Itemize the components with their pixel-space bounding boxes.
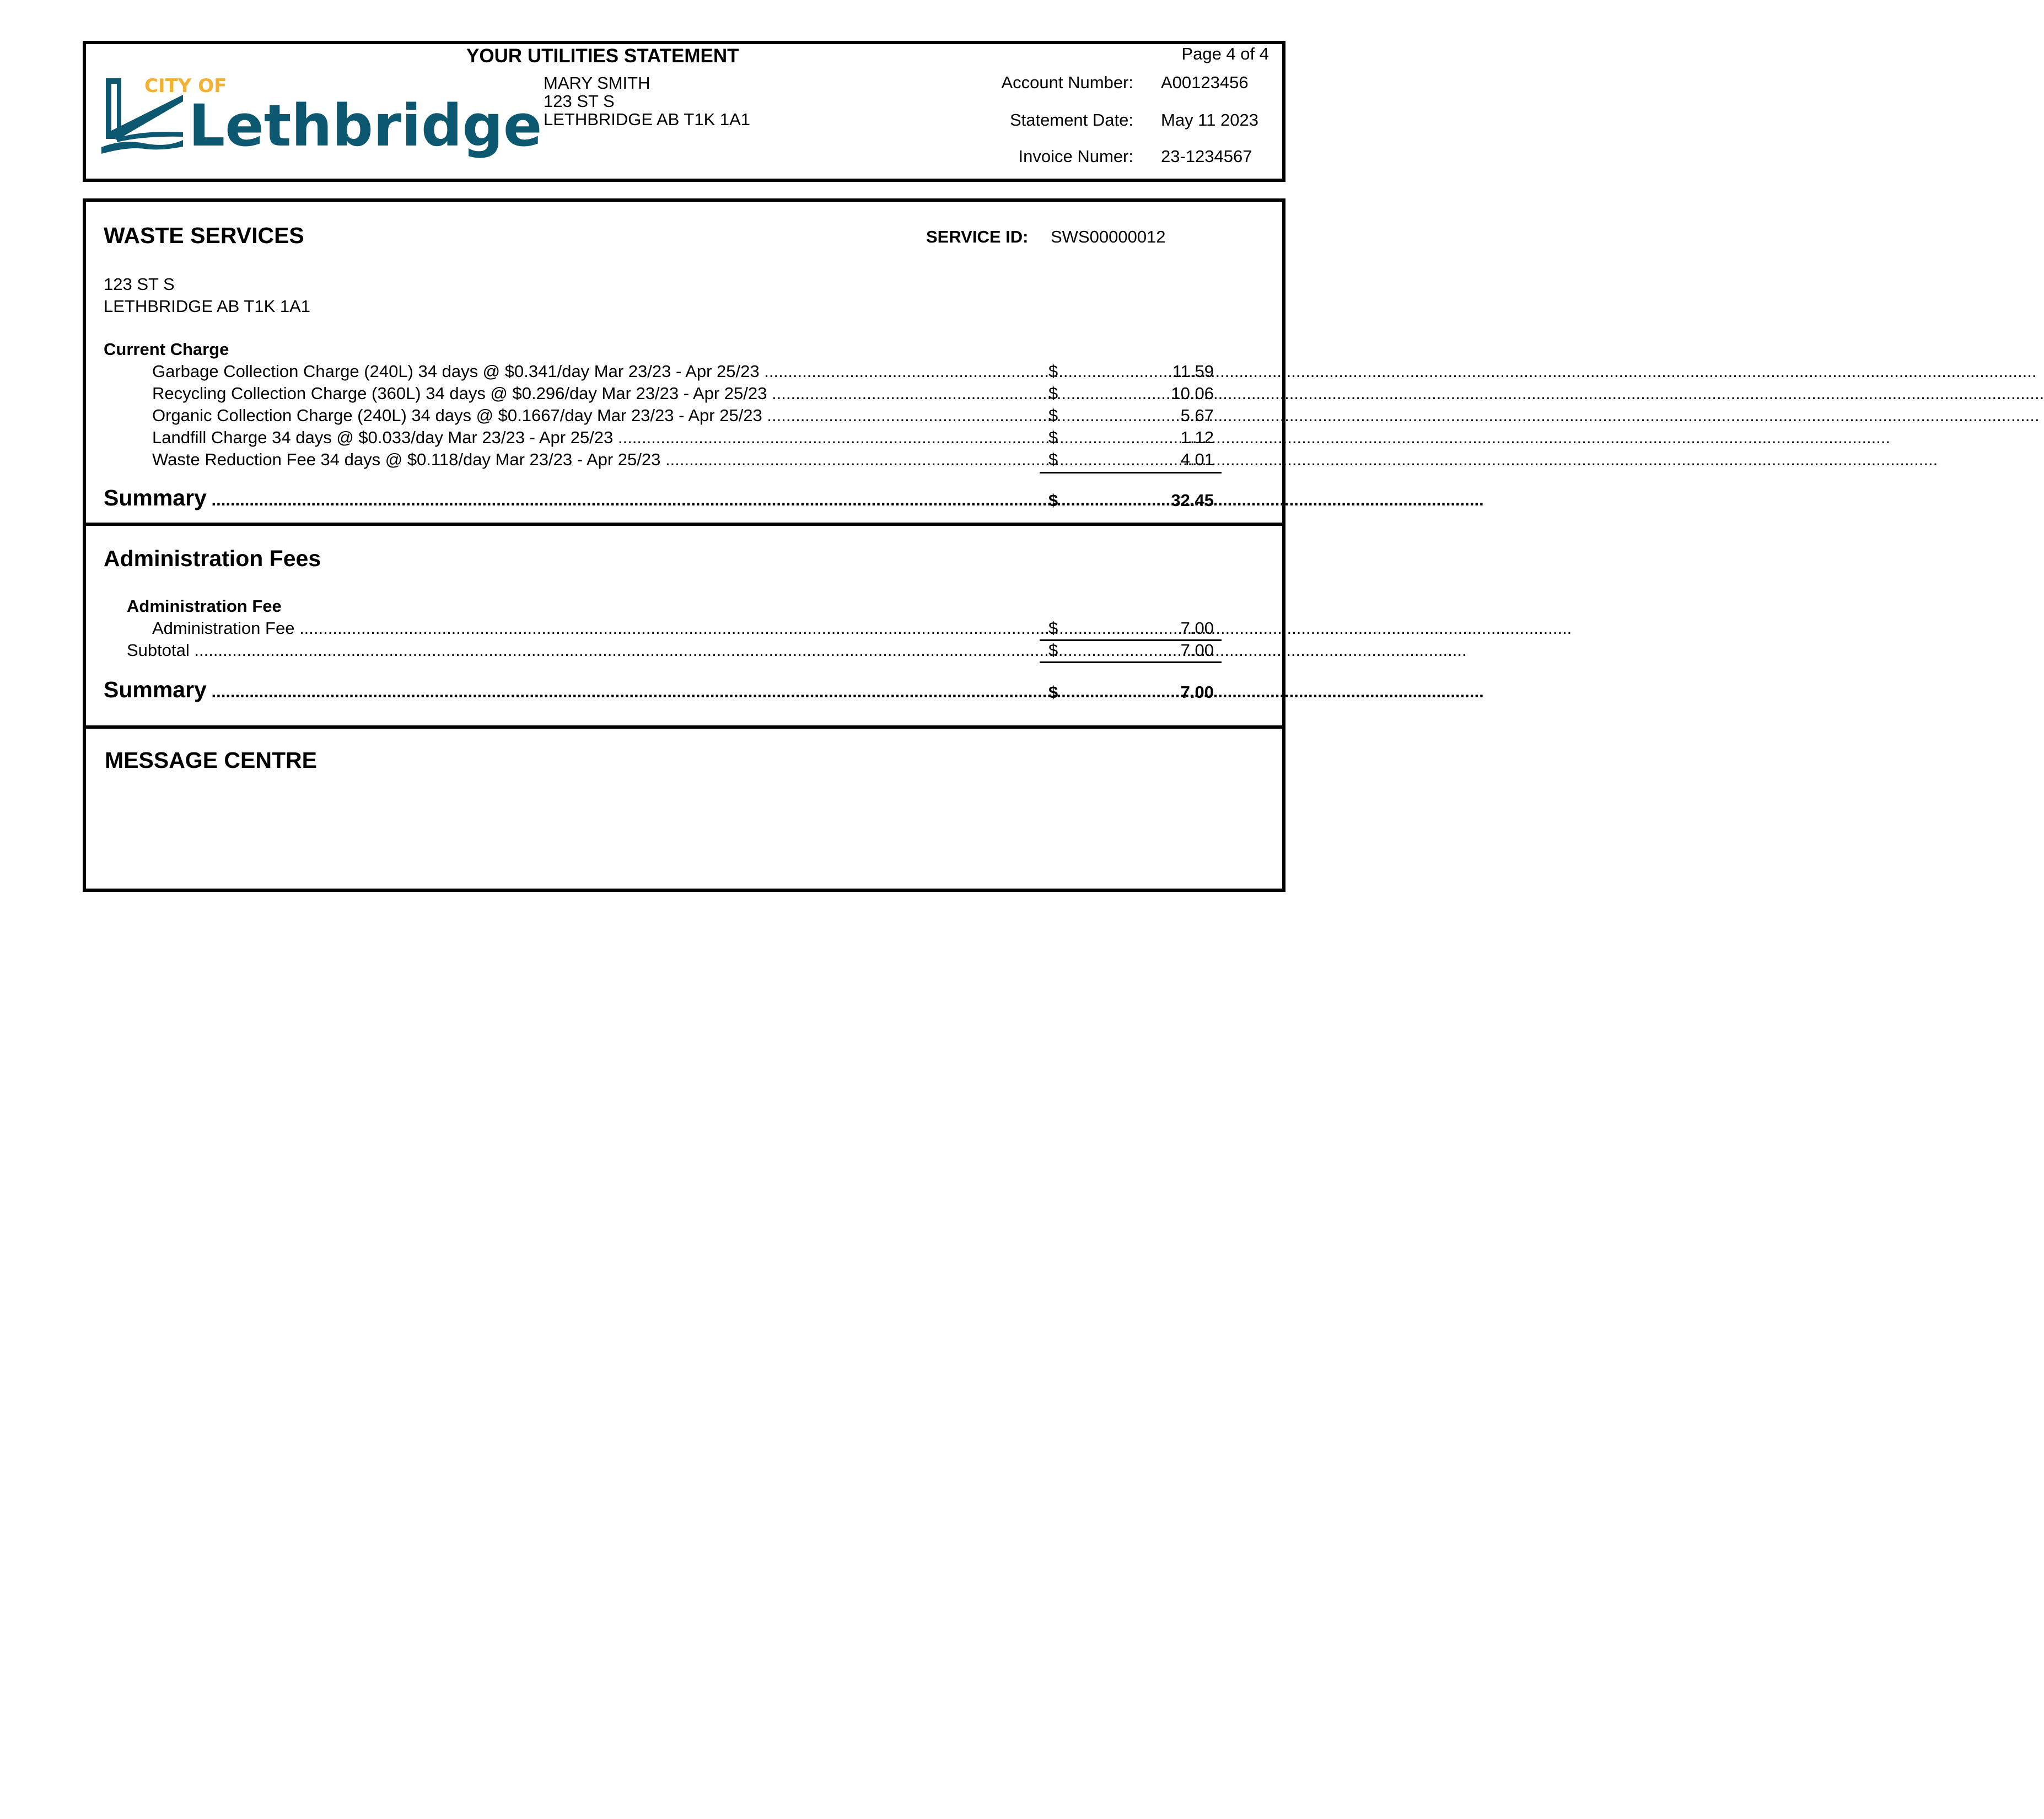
subtotal-currency: $ bbox=[1048, 641, 1058, 660]
admin-fee-row bbox=[86, 618, 1282, 641]
city-of-lethbridge-logo bbox=[100, 73, 542, 159]
waste-summary-row bbox=[86, 485, 1282, 513]
charge-amount: 10.06 bbox=[1171, 384, 1214, 403]
statement-date-label: Statement Date: bbox=[1009, 110, 1133, 130]
summary-amount: 32.45 bbox=[1171, 491, 1214, 510]
admin-fees-title: Administration Fees bbox=[104, 546, 321, 571]
charge-amount: 5.67 bbox=[1180, 406, 1214, 425]
summary-amount: 7.00 bbox=[1180, 682, 1214, 702]
summary-currency: $ bbox=[1048, 491, 1058, 510]
invoice-number-label: Invoice Numer: bbox=[1018, 147, 1133, 166]
subtotal-underline bbox=[1040, 661, 1222, 663]
charge-description: Recycling Collection Charge (360L) 34 days @ $0.296/day Mar 23/23 - Apr 25/23 ..... bbox=[152, 384, 1037, 403]
customer-city: LETHBRIDGE AB T1K 1A1 bbox=[544, 110, 751, 129]
charge-description: Waste Reduction Fee 34 days @ $0.118/day Mar 23/23 - Apr 25/23 ..... bbox=[152, 450, 1037, 470]
service-id-value: SWS00000012 bbox=[1051, 227, 1166, 246]
section-divider bbox=[86, 523, 1282, 526]
charge-description: Landfill Charge 34 days @ $0.033/day Mar 23/23 - Apr 25/23 ..... bbox=[152, 428, 1037, 448]
admin-fee-group-label: Administration Fee bbox=[127, 596, 282, 616]
logo-lethbridge: Lethbridge bbox=[189, 92, 542, 159]
service-address-city: LETHBRIDGE AB T1K 1A1 bbox=[104, 297, 311, 316]
charge-currency: $ bbox=[1048, 362, 1058, 381]
subtotal-label: Subtotal ..... bbox=[127, 641, 1037, 660]
service-id-label: SERVICE ID: bbox=[926, 227, 1029, 246]
message-centre-title: MESSAGE CENTRE bbox=[105, 747, 317, 773]
statement-date-value: May 11 2023 bbox=[1161, 110, 1258, 130]
charge-currency: $ bbox=[1048, 406, 1058, 425]
page-number: Page 4 of 4 bbox=[1181, 44, 1269, 63]
admin-summary-row bbox=[86, 677, 1282, 704]
section-divider bbox=[86, 725, 1282, 729]
subtotal-amount: 7.00 bbox=[1180, 641, 1214, 660]
charge-amount: 1.12 bbox=[1180, 428, 1214, 447]
charge-row bbox=[86, 362, 1282, 384]
charge-amount: 4.01 bbox=[1180, 450, 1214, 469]
logo-city-of: CITY OF bbox=[144, 75, 227, 97]
admin-fee-currency: $ bbox=[1048, 618, 1058, 638]
charge-row bbox=[86, 450, 1282, 472]
charge-currency: $ bbox=[1048, 384, 1058, 403]
statement-title: YOUR UTILITIES STATEMENT bbox=[466, 45, 739, 67]
summary-label: Summary ..... bbox=[104, 677, 1037, 703]
charge-description: Organic Collection Charge (240L) 34 days @ $0.1667/day Mar 23/23 - Apr 25/23 ..... bbox=[152, 406, 1037, 426]
summary-label: Summary ..... bbox=[104, 485, 1037, 511]
statement-body bbox=[83, 198, 1285, 892]
waste-services-title: WASTE SERVICES bbox=[104, 223, 304, 248]
charge-description: Garbage Collection Charge (240L) 34 days @ $0.341/day Mar 23/23 - Apr 25/23 ..... bbox=[152, 362, 1037, 381]
account-number-label: Account Number: bbox=[1001, 73, 1133, 92]
account-number-value: A00123456 bbox=[1161, 73, 1249, 92]
charge-row bbox=[86, 384, 1282, 406]
customer-address bbox=[544, 74, 750, 128]
customer-street: 123 ST S bbox=[544, 92, 615, 111]
charge-row bbox=[86, 428, 1282, 450]
subtotal-underline bbox=[1040, 472, 1222, 473]
admin-subtotal-row bbox=[86, 641, 1282, 663]
service-address-street: 123 ST S bbox=[104, 275, 175, 294]
customer-name: MARY SMITH bbox=[544, 73, 650, 93]
admin-fee-description: Administration Fee ..... bbox=[152, 618, 968, 638]
charge-row bbox=[86, 406, 1282, 428]
invoice-number-value: 23-1234567 bbox=[1161, 147, 1252, 166]
admin-fee-amount: 7.00 bbox=[1180, 618, 1214, 638]
charge-currency: $ bbox=[1048, 450, 1058, 469]
current-charge-label: Current Charge bbox=[104, 340, 229, 359]
statement-header bbox=[83, 41, 1285, 182]
charge-currency: $ bbox=[1048, 428, 1058, 447]
summary-currency: $ bbox=[1048, 682, 1058, 702]
charge-amount: 11.59 bbox=[1172, 362, 1214, 381]
